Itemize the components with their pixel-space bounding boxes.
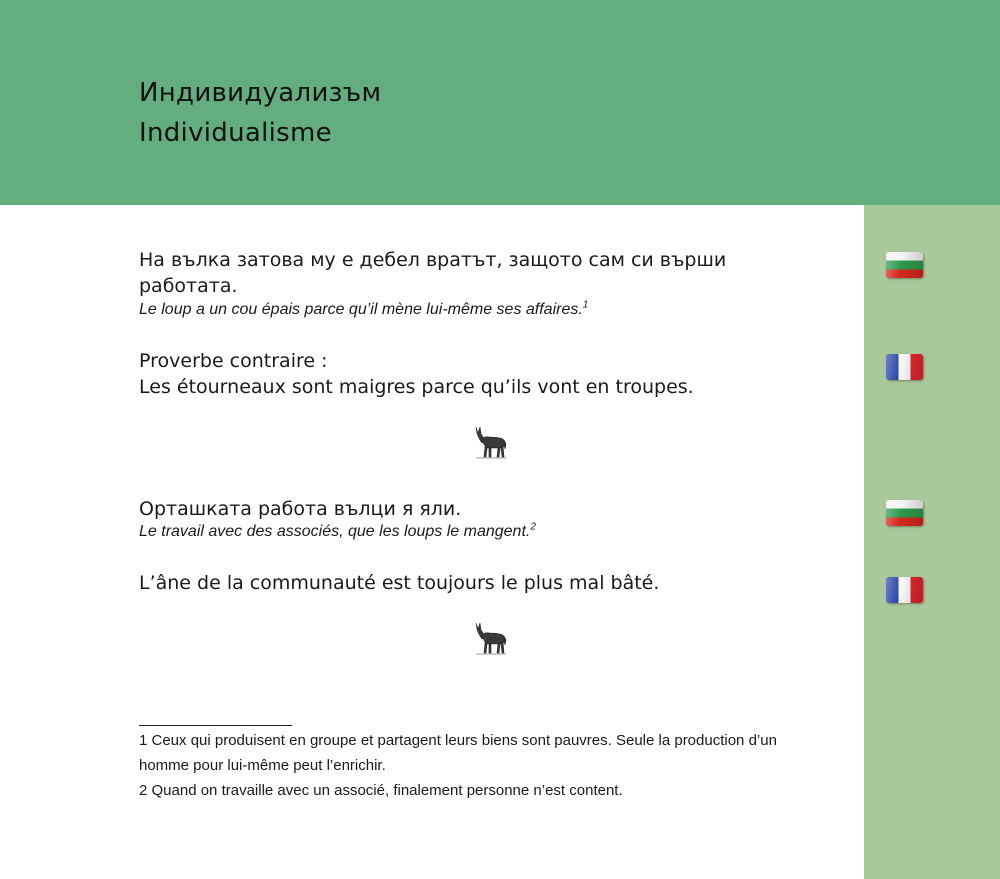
bulgaria-flag-icon	[886, 252, 923, 278]
footnote-divider	[139, 725, 292, 726]
bulgaria-flag-icon	[886, 500, 923, 526]
donkey-icon	[472, 620, 508, 656]
proverb-2-bulgarian: Орташката работа вълци я яли.	[139, 498, 462, 520]
footnote-ref-2: 2	[530, 521, 536, 533]
proverb-1-bulgarian: На вълка затова му е дебел вратът, защото сам си върши работата.	[139, 249, 727, 297]
france-flag-icon	[886, 354, 923, 380]
proverb-1-french-translation: Le loup a un cou épais parce qu’il mène lui-même ses affaires.$^1$	[139, 299, 589, 318]
footnote-ref-1: 1	[582, 299, 589, 311]
sidebar-strip	[864, 205, 1000, 879]
donkey-icon	[472, 424, 508, 460]
title-french: Individualisme	[139, 118, 332, 148]
footnote-2: 2 Quand on travaille avec un associé, finalement personne n’est content.	[139, 782, 623, 799]
proverb-2-french-translation: Le travail avec des associés, que les loups le mangent.$^2$	[139, 521, 536, 540]
contrary-proverb-label: Proverbe contraire :	[139, 350, 328, 372]
contrary-proverb: Les étourneaux sont maigres parce qu’ils vont en troupes.	[139, 376, 694, 398]
footnote-1: 1 Ceux qui produisent en groupe et partagent leurs biens sont pauvres. Seule la production d’un homme pour lui-même peut l’enrichir.	[139, 732, 777, 774]
france-flag-icon	[886, 577, 923, 603]
proverb-2-french-equivalent: L’âne de la communauté est toujours le plus mal bâté.	[139, 572, 660, 594]
title-bulgarian: Индивидуализъм	[139, 78, 382, 108]
header-band	[0, 0, 1000, 205]
